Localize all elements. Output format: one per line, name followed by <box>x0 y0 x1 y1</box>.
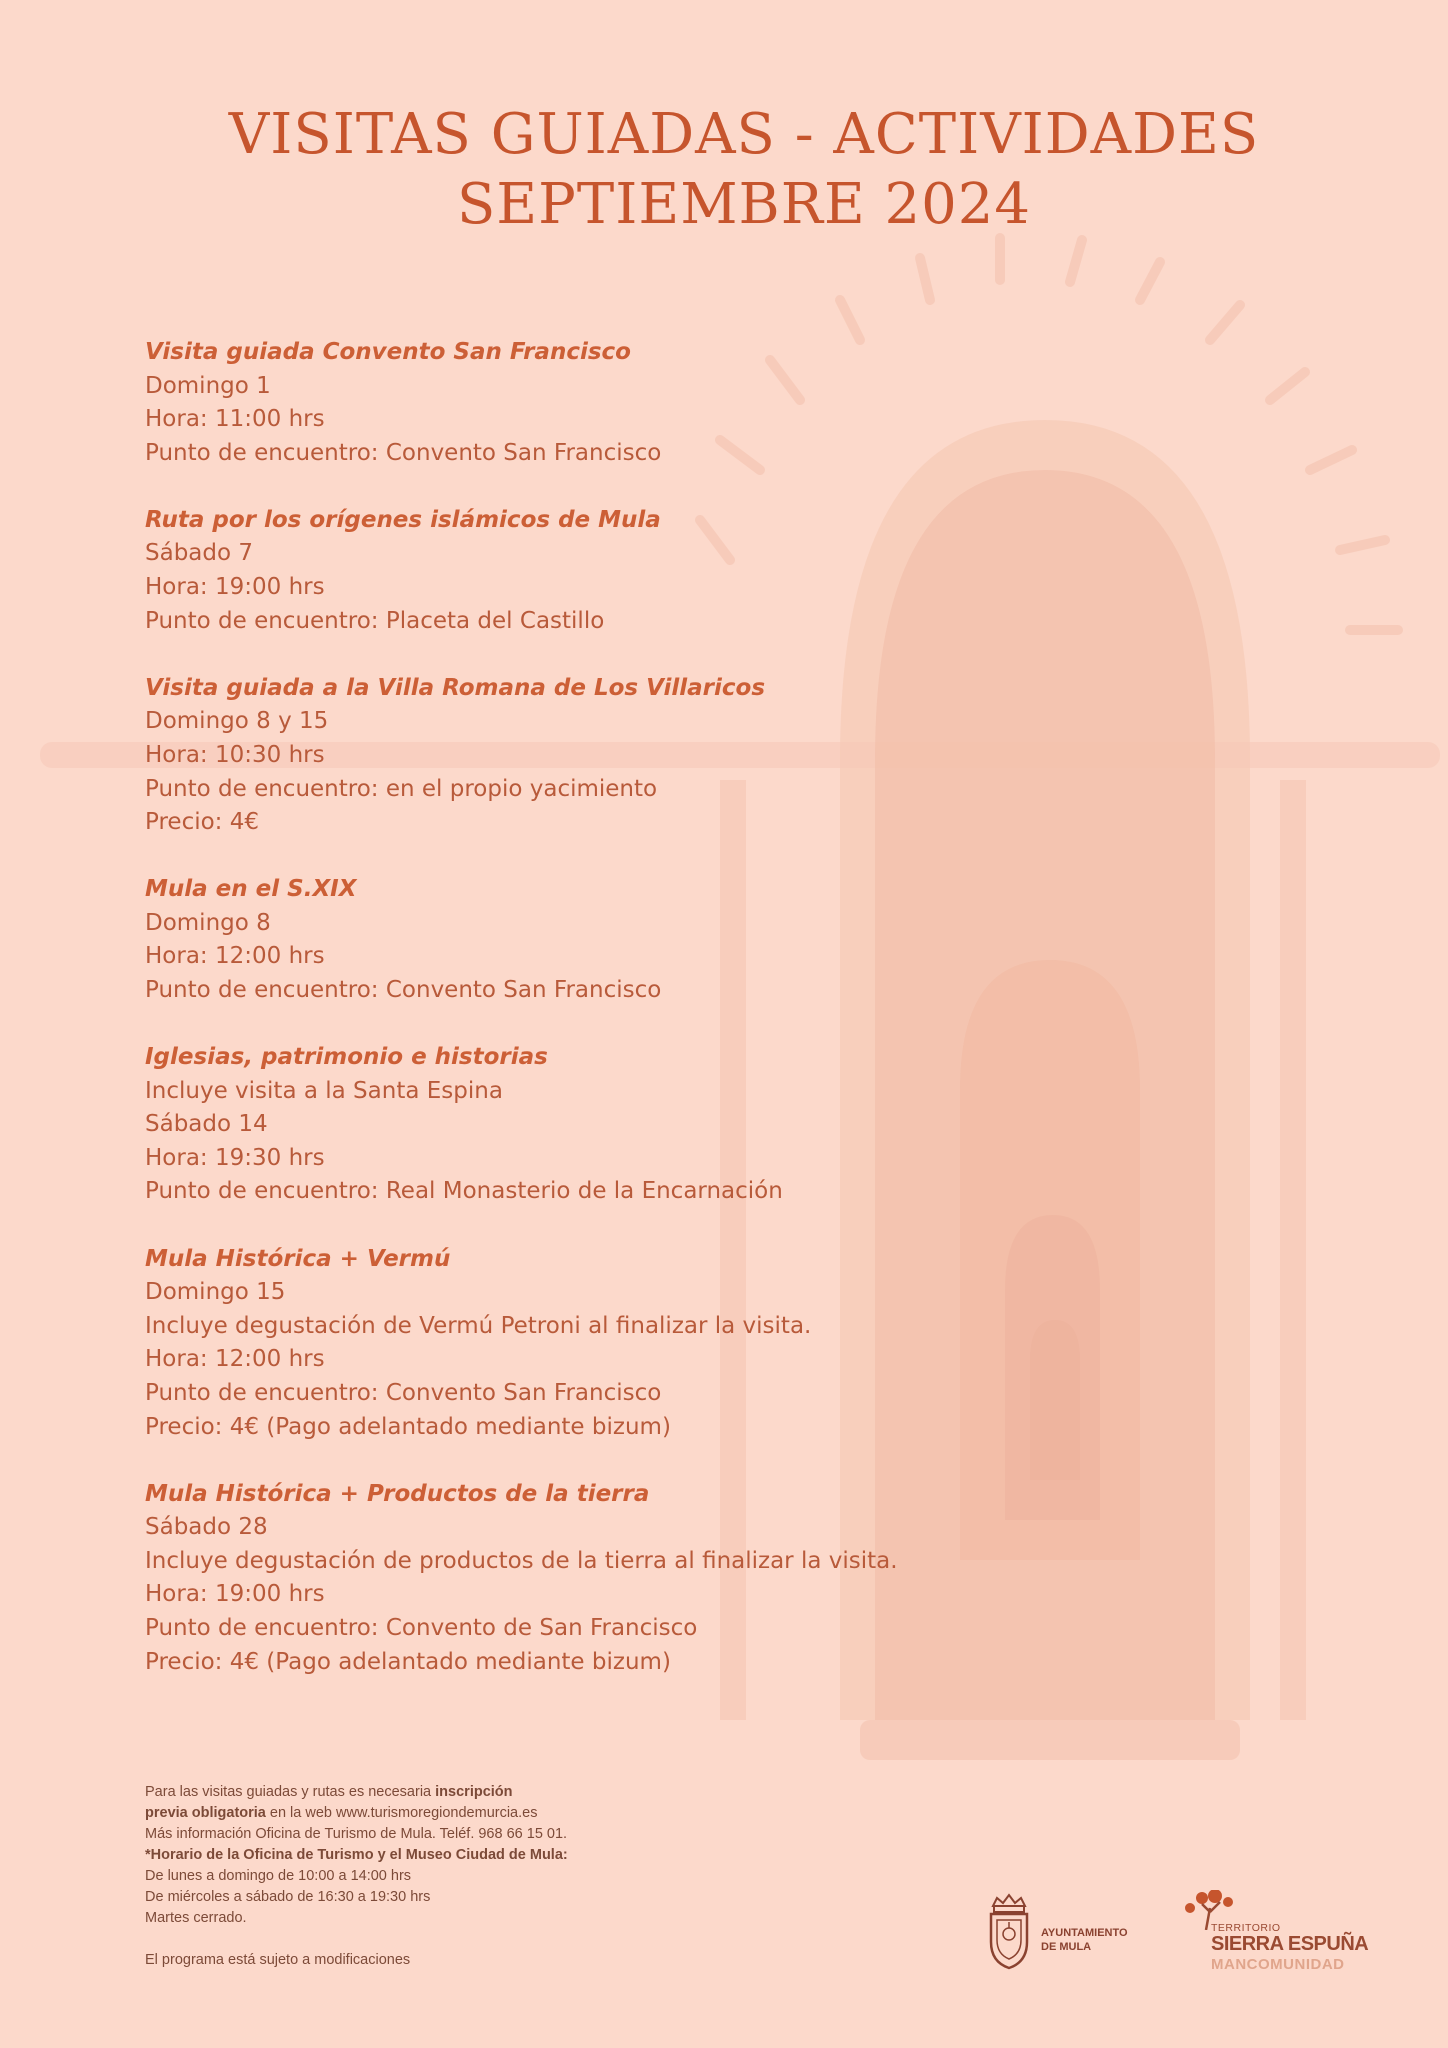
event-item <box>145 336 1045 470</box>
page-title <box>0 100 1448 240</box>
event-date: Sábado 7 <box>145 540 254 567</box>
event-meeting-point: Punto de encuentro: Convento de San Francisco <box>145 1615 698 1641</box>
footer-info <box>145 1782 705 1971</box>
event-item <box>145 504 1045 638</box>
event-time: Hora: 12:00 hrs <box>145 1346 325 1373</box>
event-item <box>145 1041 1045 1209</box>
hours-line-1: De lunes a domingo de 10:00 a 14:00 hrs <box>145 1868 412 1884</box>
event-meeting-point: Punto de encuentro: Convento San Francisco <box>145 439 662 466</box>
event-meeting-point: Punto de encuentro: Real Monasterio de la Encarnación <box>145 1178 783 1205</box>
sierra-mancomunidad: MANCOMUNIDAD <box>1211 1956 1345 1973</box>
event-date: Domingo 1 <box>145 372 271 399</box>
event-item <box>145 1243 1045 1445</box>
event-meeting-point: Punto de encuentro: en el propio yacimiento <box>145 775 658 802</box>
ayuntamiento-name: AYUNTAMIENTO DE MULA <box>1041 1927 1128 1953</box>
event-meeting-point: Punto de encuentro: Placeta del Castillo <box>145 607 605 634</box>
event-time: Hora: 12:00 hrs <box>145 943 325 970</box>
event-title: Iglesias, patrimonio e historias <box>145 1044 548 1071</box>
event-price: Precio: 4€ (Pago adelantado mediante bizum) <box>145 1648 671 1675</box>
event-date: Sábado 28 <box>145 1514 268 1541</box>
event-meeting-point: Punto de encuentro: Convento San Francisco <box>145 1379 662 1406</box>
event-time: Hora: 19:00 hrs <box>145 1581 325 1608</box>
event-title: Mula en el S.XIX <box>145 876 357 903</box>
sierra-territorio: TERRITORIO <box>1211 1922 1281 1934</box>
event-date: Domingo 15 <box>145 1279 286 1306</box>
event-list <box>145 336 1045 1713</box>
registration-required-1: inscripción <box>435 1784 513 1800</box>
registration-required-2: previa obligatoria <box>145 1805 266 1821</box>
event-note: Incluye degustación de productos de la tierra al finalizar la visita. <box>145 1547 898 1574</box>
title-line-1: VISITAS GUIADAS - ACTIVIDADES <box>228 102 1260 167</box>
event-price: Precio: 4€ <box>145 809 260 836</box>
event-item <box>145 873 1045 1007</box>
event-time: Hora: 11:00 hrs <box>145 406 325 433</box>
event-title: Visita guiada Convento San Francisco <box>145 339 631 365</box>
event-title: Ruta por los orígenes islámicos de Mula <box>145 506 661 533</box>
hours-line-2: De miércoles a sábado de 16:30 a 19:30 hrs <box>145 1889 431 1905</box>
coat-of-arms-icon <box>985 1892 1033 1970</box>
logo-ayuntamiento-mula <box>985 1890 1155 1980</box>
event-title: Visita guiada a la Villa Romana de Los Villaricos <box>145 674 766 701</box>
more-info: Más información Oficina de Turismo de Mula. Teléf. 968 66 15 01. <box>145 1826 568 1842</box>
registration-website: en la web www.turismoregiondemurcia.es <box>265 1805 538 1821</box>
event-item <box>145 1478 1045 1680</box>
registration-prefix: Para las visitas guiadas y rutas es necesaria <box>145 1784 436 1800</box>
event-time: Hora: 19:30 hrs <box>145 1144 325 1171</box>
registration-note <box>145 1782 705 1803</box>
hours-line-3: Martes cerrado. <box>145 1910 247 1926</box>
event-date: Domingo 8 <box>145 909 271 936</box>
event-time: Hora: 10:30 hrs <box>145 741 325 768</box>
event-title: Mula Histórica + Productos de la tierra <box>145 1480 650 1507</box>
sponsor-logos <box>985 1890 1405 1990</box>
event-time: Hora: 19:00 hrs <box>145 574 325 601</box>
disclaimer: El programa está sujeto a modificaciones <box>145 1952 411 1968</box>
event-item <box>145 672 1045 840</box>
event-date: Sábado 14 <box>145 1111 268 1138</box>
event-note: Incluye visita a la Santa Espina <box>145 1077 503 1104</box>
event-meeting-point: Punto de encuentro: Convento San Francisco <box>145 977 662 1003</box>
sierra-name: SIERRA ESPUÑA <box>1211 1933 1369 1955</box>
hours-title: *Horario de la Oficina de Turismo y el Museo Ciudad de Mula: <box>145 1847 568 1863</box>
title-line-2: SEPTIEMBRE 2024 <box>456 172 1032 237</box>
event-note: Incluye degustación de Vermú Petroni al finalizar la visita. <box>145 1312 812 1339</box>
registration-note-cont <box>145 1803 705 1824</box>
logo-sierra-espuna <box>1180 1890 1370 1990</box>
event-title: Mula Histórica + Vermú <box>145 1245 451 1272</box>
event-price: Precio: 4€ (Pago adelantado mediante bizum) <box>145 1413 671 1440</box>
event-date: Domingo 8 y 15 <box>145 708 329 735</box>
